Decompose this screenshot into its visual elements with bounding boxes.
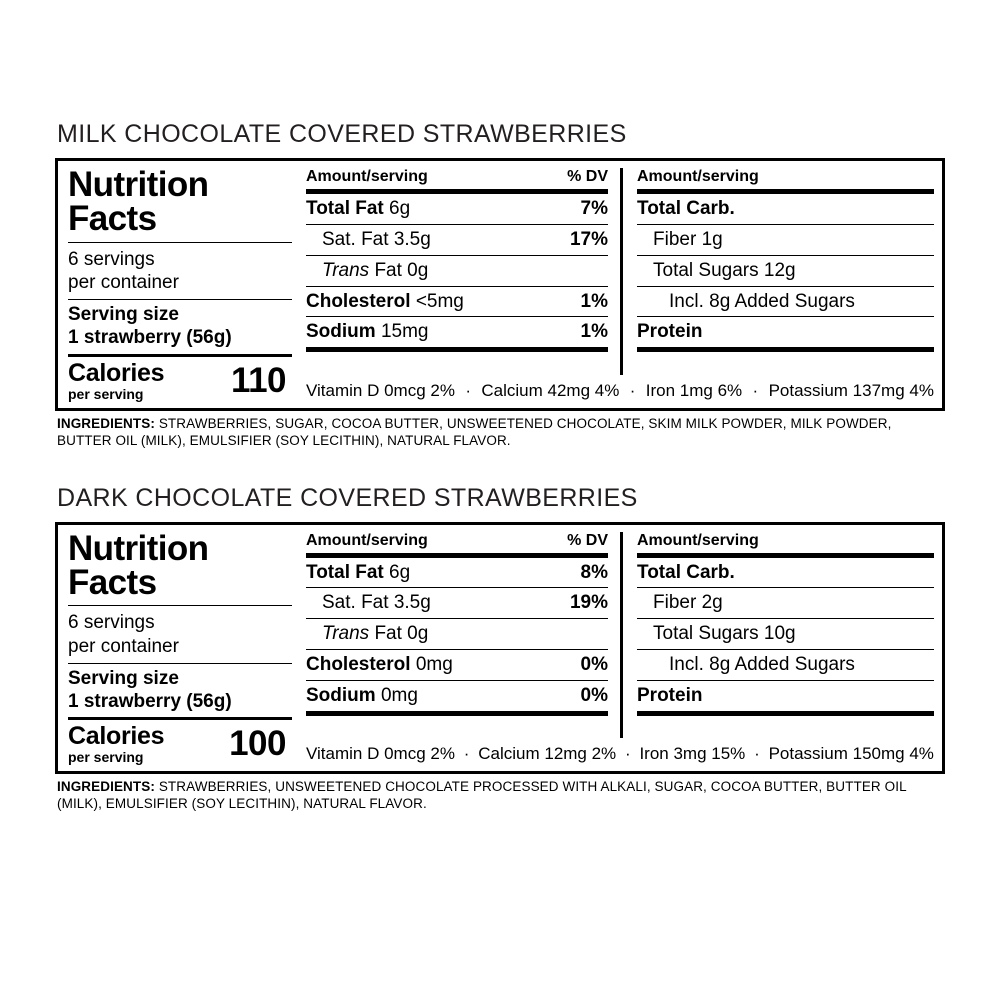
serving-size-label: Serving size [68,304,179,326]
product-panel-dark [55,484,945,814]
nutrient-amount: Total Sugars 10g [653,623,796,645]
percent-dv-header: % DV [567,168,608,185]
nutrient-row [306,194,608,224]
product-title-dark: DARK CHOCOLATE COVERED STRAWBERRIES [57,483,638,512]
ingredients-text: STRAWBERRIES, UNSWEETENED CHOCOLATE PROCESSED WITH ALKALI, SUGAR, COCOA BUTTER, BUTTER OIL (MILK), EMULSIFIER (SOY LECITHIN), NATURAL FLAVOR. [57,779,907,812]
nutrient-name: Sat. Fat [322,228,389,250]
nutrient-name: Cholesterol [306,290,411,312]
calories-value: 110 [231,360,286,400]
nutrient-name: Sat. Fat [322,592,389,614]
nutrient-row [306,650,608,680]
nutrient-row [637,588,934,618]
nutrient-column-right [620,168,934,375]
nutrient-amount: Incl. 8g Added Sugars [669,290,855,312]
calories-per-serving-label: per serving [68,749,144,766]
bullet-separator-icon: · [624,744,631,764]
micronutrient-potassium: Potassium 150mg 4% [768,744,934,764]
nutrient-row [637,194,934,224]
amount-per-serving-header: Amount/serving [306,168,428,185]
amount-per-serving-header: Amount/serving [306,531,428,549]
nutrition-facts-heading-line1: Nutrition [68,528,209,568]
micronutrient-vitamin-d: Vitamin D 0mcg 2% [306,380,455,400]
servings-count: 6 servings [68,612,155,634]
calories-per-serving-label: per serving [68,385,144,402]
servings-per-container: per container [68,272,179,294]
nutrient-row [637,650,934,680]
bullet-separator-icon: · [465,380,472,400]
nutrient-row [306,317,608,347]
nutrient-name: Sodium [306,684,376,706]
nutrient-dv: 0% [580,684,608,706]
micronutrient-vitamin-d: Vitamin D 0mcg 2% [306,744,455,764]
nutrient-dv: 1% [580,321,608,343]
nutrient-row [637,619,934,649]
serving-size-value: 1 strawberry (56g) [68,327,232,349]
calories-label: Calories [68,358,165,387]
calories-value: 100 [229,724,286,764]
nutrient-column-header-right [637,168,934,189]
nutrient-name: Total Carb. [637,561,735,583]
nutrient-row [306,287,608,317]
calories-row [68,724,292,764]
nutrient-row [306,225,608,255]
nutrient-amount: 6g [389,561,411,583]
bullet-separator-icon: · [752,380,759,400]
amount-per-serving-header: Amount/serving [637,531,759,549]
nutrient-dv: 1% [580,290,608,312]
nutrient-dv: 8% [580,561,608,583]
nutrient-amount: 3.5g [393,228,431,250]
ingredients-text: STRAWBERRIES, SUGAR, COCOA BUTTER, UNSWEETENED CHOCOLATE, SKIM MILK POWDER, MILK POWDER, BUTTER OIL (MILK), EMULSIFIER (SOY LECITHIN), NATURAL FLAVOR. [57,415,892,448]
nutrient-name: Cholesterol [306,654,411,676]
nutrient-amount: 0mg [415,654,453,676]
nutrient-detail-area [300,168,934,401]
nutrient-column-right [620,532,934,739]
micronutrient-iron: Iron 1mg 6% [645,380,743,400]
micronutrient-row [306,738,934,764]
nutrition-facts-heading-line2: Facts [68,562,157,602]
nutrient-name: Trans [322,623,370,645]
ingredients-label: INGREDIENTS: [57,779,155,795]
nutrient-column-left [306,532,620,739]
nutrition-facts-box-dark [55,522,945,775]
nutrient-amount: Incl. 8g Added Sugars [669,654,855,676]
divider [68,663,292,664]
bullet-separator-icon: · [463,744,470,764]
nutrient-dv: 19% [569,592,608,614]
nutrient-dv: 17% [569,228,608,250]
servings-per-container: per container [68,635,179,657]
nutrient-row [637,256,934,286]
nutrient-dv: 7% [580,198,608,219]
nutrient-row [306,681,608,711]
nutrition-facts-heading-line2: Facts [68,198,157,238]
nutrient-name: Total Fat [306,561,384,583]
nutrient-amount: Fiber 2g [653,592,723,614]
nutrient-name: Protein [637,321,703,343]
micronutrient-potassium: Potassium 137mg 4% [768,380,934,400]
amount-per-serving-header: Amount/serving [637,168,759,185]
micronutrient-calcium: Calcium 12mg 2% [478,744,617,764]
nutrient-name: Trans [322,259,370,281]
nutrient-name: Sodium [306,321,376,343]
ingredients-milk [55,416,945,450]
divider [68,242,292,243]
nutrient-column-header-left [306,168,608,189]
nutrient-name: Protein [637,684,703,706]
nutrient-amount: 0mg [380,684,418,706]
divider [68,299,292,300]
product-title-milk: MILK CHOCOLATE COVERED STRAWBERRIES [57,120,627,148]
divider [306,711,608,716]
nutrient-amount: Fat 0g [374,259,429,281]
nutrient-row [306,558,608,588]
nutrient-column-header-right [637,532,934,553]
divider [68,354,292,357]
nutrient-row [306,619,608,649]
nutrient-name: Total Fat [306,198,384,219]
nutrition-label-page [55,120,945,813]
nutrient-row [306,256,608,286]
nutrient-row [637,317,934,347]
divider [637,711,934,716]
percent-dv-header: % DV [567,531,608,549]
divider [68,717,292,720]
nutrient-amount: 3.5g [393,592,431,614]
nutrient-name: Total Carb. [637,198,735,219]
nutrient-amount: 15mg [380,321,429,343]
ingredients-label: INGREDIENTS: [57,415,155,431]
micronutrient-iron: Iron 3mg 15% [639,744,746,764]
nutrient-detail-area [300,532,934,765]
nutrient-column-header-left [306,532,608,553]
bullet-separator-icon: · [754,744,760,764]
divider [306,347,608,352]
nutrient-row [637,681,934,711]
calories-row [68,358,292,402]
nutrition-summary-column [68,528,300,766]
micronutrient-row [306,375,934,401]
nutrient-row [306,588,608,618]
product-panel-milk [55,120,945,450]
nutrient-amount: Fiber 1g [653,228,723,250]
nutrient-row [637,287,934,317]
micronutrient-calcium: Calcium 42mg 4% [481,380,620,400]
panel-spacer [55,450,945,484]
divider [68,605,292,606]
nutrition-summary-column [68,165,300,402]
nutrient-row [637,225,934,255]
serving-size-label: Serving size [68,667,179,689]
nutrient-amount: Total Sugars 12g [653,259,796,281]
nutrient-amount: Fat 0g [374,623,429,645]
nutrient-dv: 0% [580,654,608,676]
nutrient-column-left [306,168,620,375]
divider [637,347,934,352]
nutrition-facts-box-milk [55,158,945,411]
ingredients-dark [55,779,945,813]
serving-size-value: 1 strawberry (56g) [68,690,232,712]
calories-label: Calories [68,722,165,751]
nutrient-amount: <5mg [415,290,464,312]
bullet-separator-icon: · [629,380,636,400]
nutrition-facts-heading-line1: Nutrition [68,165,209,204]
servings-count: 6 servings [68,248,155,270]
nutrient-amount: 6g [389,198,411,219]
nutrient-row [637,558,934,588]
